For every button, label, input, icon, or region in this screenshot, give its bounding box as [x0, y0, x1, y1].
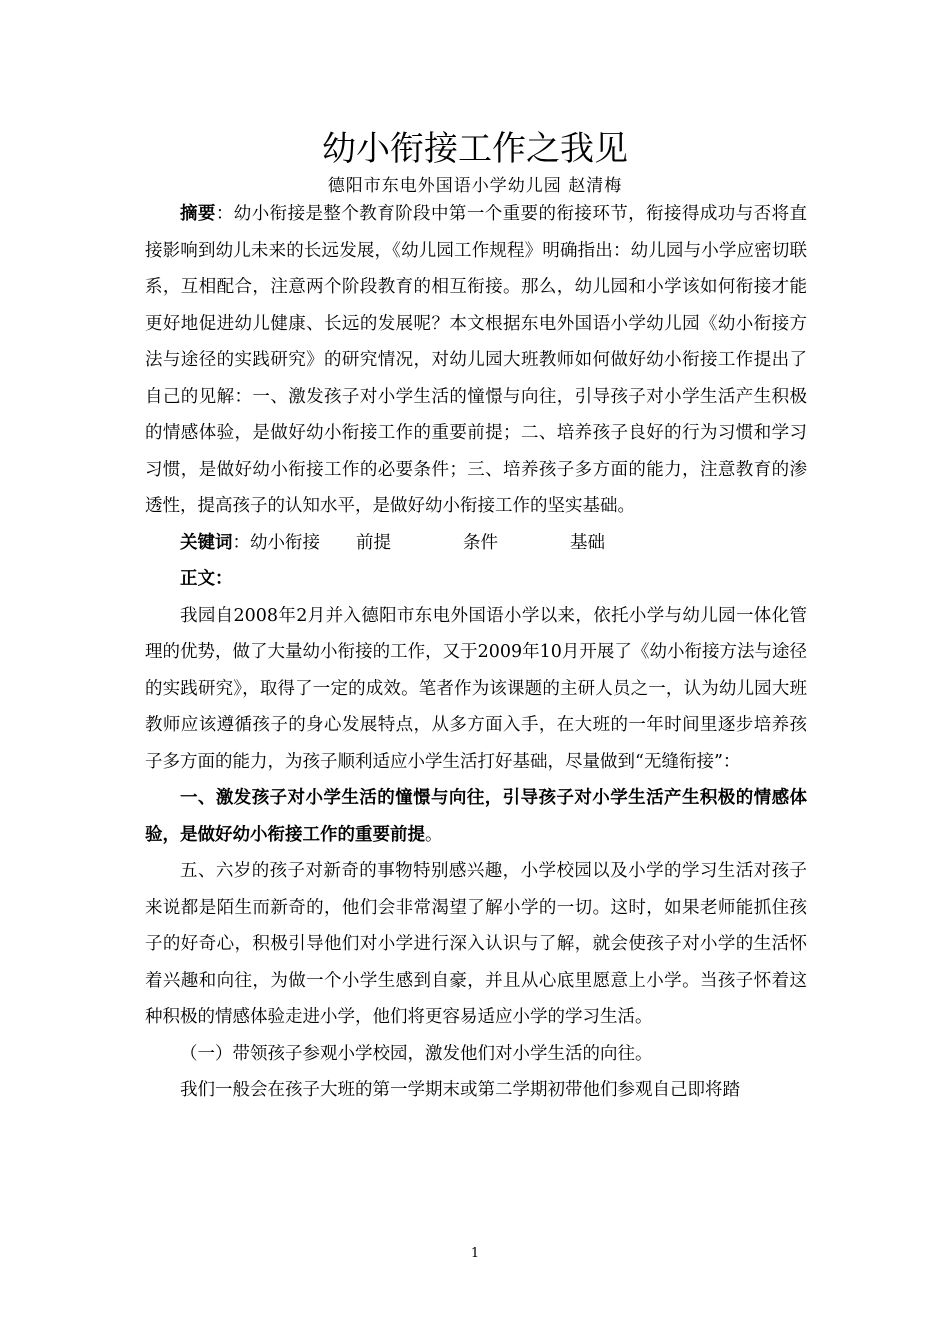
keyword-item: 幼小衔接 [250, 532, 320, 553]
body-paragraph-1: 我园自2008年2月并入德阳市东电外国语小学以来，依托小学与幼儿园一体化管理的优势，做了大量幼小衔接的工作，又于2009年10月开展了《幼小衔接方法与途径的实践研究》，取得了一定的成效。笔者作为该课题的主研人员之一，认为幼儿园大班教师应该遵循孩子的身心发展特点，从多方面入手，在大班的一年时间里逐步培养孩子多方面的能力，为孩子顺利适应小学生活打好基础，尽量做到“无缝衔接”： [145, 605, 807, 772]
keywords-line [145, 525, 807, 562]
keyword-item: 前提 [356, 532, 391, 553]
subsection-heading-1: （一）带领孩子参观小学校园，激发他们对小学生活的向往。 [180, 1043, 653, 1064]
keywords-label: 关键词 [180, 532, 233, 553]
keyword-item: 条件 [463, 532, 498, 553]
keywords-colon: ： [232, 532, 250, 553]
abstract-label: 摘要 [180, 204, 216, 224]
section-heading-1 [145, 780, 807, 853]
document-body [145, 196, 807, 1109]
abstract-paragraph [145, 196, 807, 525]
body-paragraph-2: 五、六岁的孩子对新奇的事物特别感兴趣，小学校园以及小学的学习生活对孩子来说都是陌生而新奇的，他们会非常渴望了解小学的一切。这时，如果老师能抓住孩子的好奇心，积极引导他们对小学进行深入认识与了解，就会使孩子对小学的生活怀着兴趣和向往，为做一个小学生感到自豪，并且从心底里愿意上小学。当孩子怀着这种积极的情感体验走进小学，他们将更容易适应小学的学习生活。 [145, 861, 807, 1027]
section-heading-1-period: 。 [425, 824, 443, 845]
author-line: 德阳市东电外国语小学幼儿园 赵清梅 [327, 176, 623, 196]
document-title: 幼小衔接工作之我见 [322, 129, 628, 169]
body-paragraph-3: 我们一般会在孩子大班的第一学期末或第二学期初带他们参观自己即将踏 [180, 1080, 740, 1100]
body-label: 正文： [180, 569, 233, 589]
page-number: 1 [470, 1246, 480, 1261]
abstract-text: ：幼小衔接是整个教育阶段中第一个重要的衔接环节，衔接得成功与否将直接影响到幼儿未来的长远发展，《幼儿园工作规程》明确指出：幼儿园与小学应密切联系，互相配合，注意两个阶段教育的相互衔接。那么，幼儿园和小学该如何衔接才能更好地促进幼儿健康、长远的发展呢？本文根据东电外国语小学幼儿园《幼小衔接方法与途径的实践研究》的研究情况，对幼儿园大班教师如何做好幼小衔接工作提出了自己的见解：一、激发孩子对小学生活的憧憬与向往，引导孩子对小学生活产生积极的情感体验，是做好幼小衔接工作的重要前提；二、培养孩子良好的行为习惯和学习习惯，是做好幼小衔接工作的必要条件；三、培养孩子多方面的能力，注意教育的渗透性，提高孩子的认知水平，是做好幼小衔接工作的坚实基础。 [145, 204, 808, 516]
keyword-item: 基础 [570, 532, 605, 553]
section-heading-1-text: 一、激发孩子对小学生活的憧憬与向往，引导孩子对小学生活产生积极的情感体验，是做好幼小衔接工作的重要前提 [145, 788, 807, 845]
